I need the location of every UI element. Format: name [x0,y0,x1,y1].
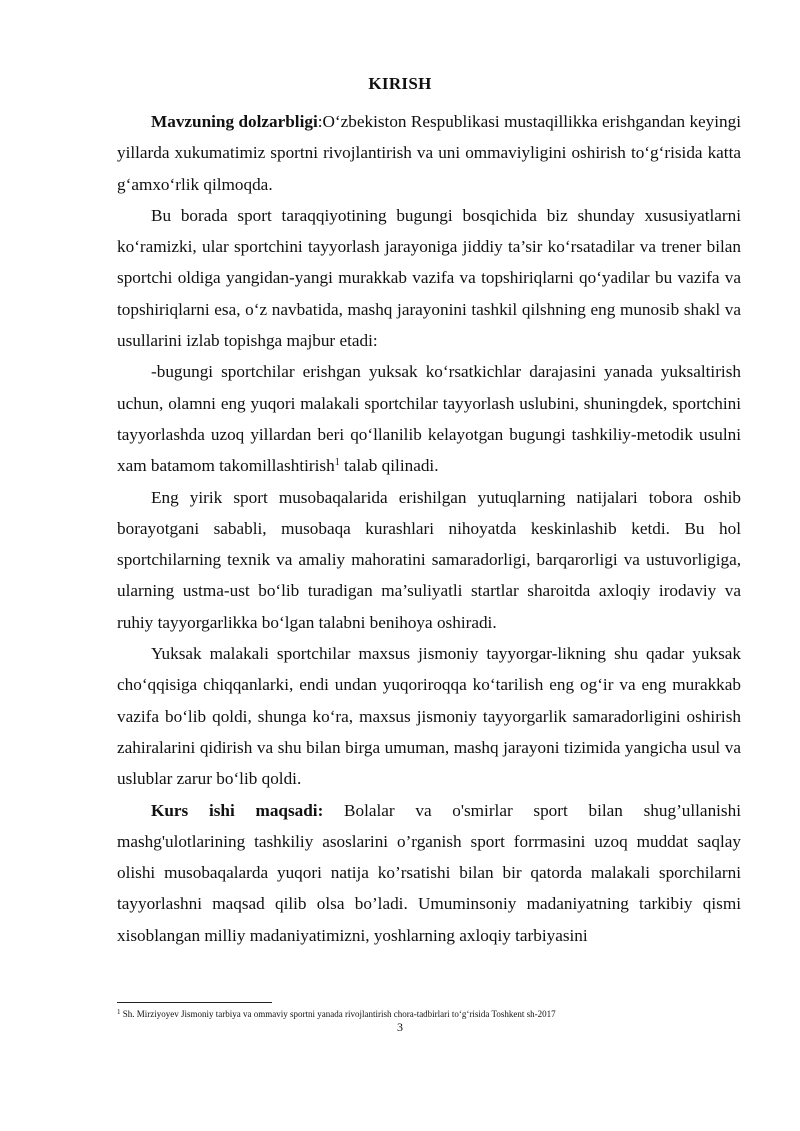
relevance-heading: Mavzuning dolzarbligi [151,112,318,131]
footnote-marker: 1 [117,1008,121,1016]
relevance-text: :O‘zbekiston Respublikasi mustaqillikka erishgandan keyingi yillarda xukumatimiz sportni rivojlantirish va uni ommaviyligini oshirish to‘g‘risida katta g‘amxo‘rlik qilmoqda. [117,112,742,194]
paragraph-competitions: Eng yirik sport musobaqalarida erishilgan yutuqlarning natijalari tobora oshib borayotgani sababli, musobaqa kurashlari nihoyatda keskinlashib ketdi. Bu hol sportchilarning texnik va amaliy mahoratini samaradorligi, barqarorligi va ustuvorligiga, ularning ustma-ust bo‘lib turadigan ma’suliyatli startlar sharoitda axloqiy irodaviy va ruhiy tayyorgarlikka bo‘lgan talabni benihoya oshiradi. [117,487,741,632]
paragraph-sport-development: Bu borada sport taraqqiyotining bugungi bosqichida biz shunday xususiyatlarni ko‘ramizki, ular sportchini tayyorlash jarayoniga jiddiy ta’sir ko‘rsatadilar va trener bilan sportchi oldiga yangidan-yangi murakkab vazifa va topshiriqlarni qo‘yadilar bu vazifa va topshiriqlarni esa, o‘z navbatida, mashq jarayonini tashkil qilshning eng munosib shakl va usullarini izlab topishga majbur etadi: [117,205,741,351]
footnote [117,1008,741,1020]
course-goal-text: Bolalar va o'smirlar sport bilan shug’ullanishi mashg'ulotlarining tashkiliy asoslarini o’rganish sport forrmasini uzoq muddat saqlay olishi musobaqalarda yuqori natija ko’rsatishi bilan bir qatorda malakali sporchilarni tayyorlashni maqsad qilib olsa bo’ladi. Umuminsoniy madaniyatning tarkibiy qismi xisoblangan milliy madaniyatimizni, yoshlarning axloqiy tarbiyasini [117,800,741,945]
paragraph-methodology [117,356,741,481]
footnote-reference[interactable]: 1 [334,457,340,469]
methodology-text-end: talab qilinadi. [339,456,439,476]
footnote-text: Sh. Mirziyoyev Jismoniy tarbiya va ommaviy sportni yanada rivojlantirish chora-tadbirlari to‘g‘risida Toshkent sh-2017 [120,1009,556,1019]
section-title: KIRISH [368,74,432,93]
page-number: 3 [397,1020,403,1034]
footnote-divider [117,1002,272,1003]
paragraph-relevance [117,106,741,200]
methodology-text: -bugungi sportchilar erishgan yuksak ko‘rsatkichlar darajasini yanada yuksaltirish uchun, olamni eng yuqori malakali sportchilar tayyorlash uslubini, shuningdek, sportchini tayyorlashda uzoq yillardan beri qo‘llanilib kelayotgan bugungi tashkiliy-metodik usulni xam batamom takomillashtirish [117,362,741,476]
body-text [117,106,741,951]
course-goal-heading: Kurs ishi maqsadi: [151,800,324,820]
paragraph-course-goal [117,795,741,951]
paragraph-physical-preparation: Yuksak malakali sportchilar maxsus jismoniy tayyorgar-likning shu qadar yuksak cho‘qqisiga chiqqanlarki, endi undan yuqoriroqqa ko‘tarilish eng og‘ir va eng murakkab vazifa bo‘lib qoldi, shunga ko‘ra, maxsus jismoniy tayyorgarlik samaradorligini oshirish zahiralarini qidirish va shu bilan birga umuman, mashq jarayoni tizimida yangicha usul va uslublar zarur bo‘lib qoldi. [117,644,741,789]
